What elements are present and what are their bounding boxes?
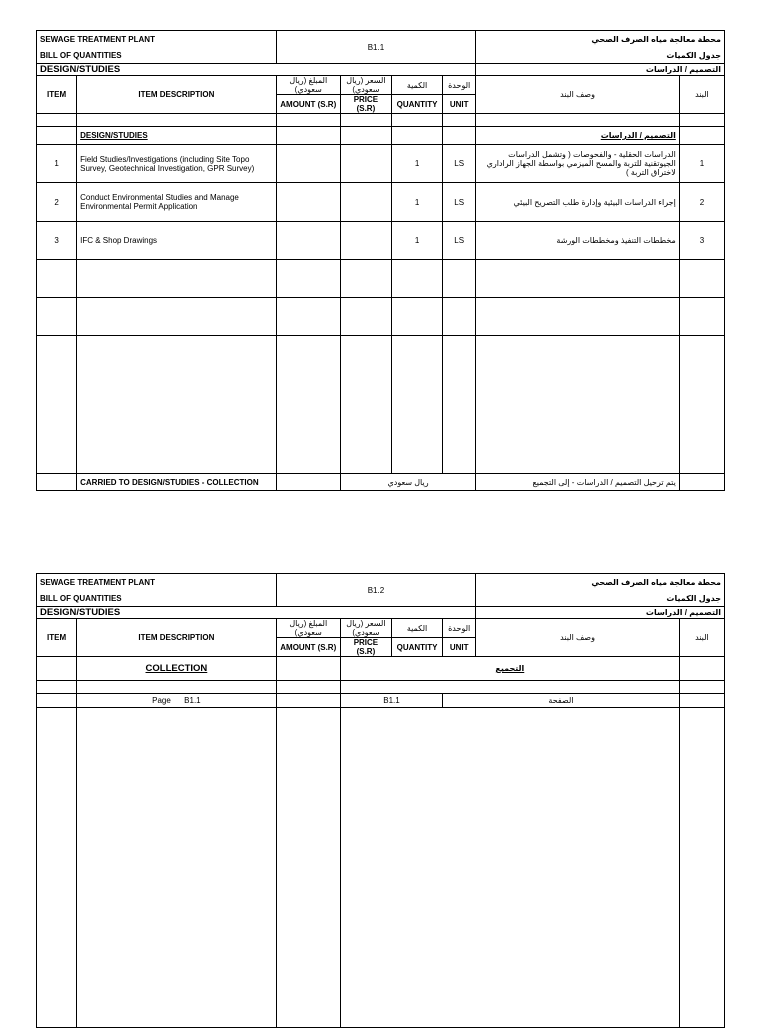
item-number-ar: 2 <box>679 183 724 222</box>
empty-row <box>37 260 725 298</box>
col-item-ar: البند <box>679 76 724 114</box>
col-amount-ar: المبلغ (ريال سعودي) <box>276 76 340 95</box>
amount-cell <box>276 222 340 260</box>
document-title: BILL OF QUANTITIES <box>37 591 277 607</box>
item-description: IFC & Shop Drawings <box>77 222 277 260</box>
page-reference: B1.2 <box>276 574 476 607</box>
section-title-ar: التصميم / الدراسات <box>476 64 725 76</box>
item-number-ar: 1 <box>679 145 724 183</box>
col-unit: UNIT <box>443 95 476 114</box>
collection-page-row <box>37 694 725 708</box>
col-item-description: ITEM DESCRIPTION <box>77 619 277 657</box>
col-unit: UNIT <box>443 638 476 657</box>
empty-row <box>37 298 725 336</box>
col-unit-ar: الوحدة <box>443 619 476 638</box>
collection-heading: COLLECTION <box>77 657 277 681</box>
col-item-description: ITEM DESCRIPTION <box>77 76 277 114</box>
amount-cell <box>276 183 340 222</box>
project-title-ar: محطة معالجة مياه الصرف الصحي <box>476 574 725 591</box>
col-unit-ar: الوحدة <box>443 76 476 95</box>
item-number: 3 <box>37 222 77 260</box>
col-amount: AMOUNT (S.R) <box>276 95 340 114</box>
table-row <box>37 222 725 260</box>
carried-to-label: CARRIED TO DESIGN/STUDIES - COLLECTION <box>77 474 277 491</box>
project-title: SEWAGE TREATMENT PLANT <box>37 574 277 591</box>
page-entry <box>77 694 277 708</box>
table-row <box>37 183 725 222</box>
collection-heading-ar: التجميع <box>340 657 679 681</box>
price-cell <box>340 183 391 222</box>
col-description-ar: وصف البند <box>476 76 680 114</box>
unit-cell: LS <box>443 145 476 183</box>
col-price: PRICE (S.R) <box>340 638 391 657</box>
unit-cell: LS <box>443 183 476 222</box>
item-description-ar: الدراسات الحقلية - والفحوصات ( وتشمل الدراسات الجيوتقنية للتربة والمسح الميزمي بواسطة الجهاز الراداري لاختراق التربة ) <box>476 145 680 183</box>
col-quantity: QUANTITY <box>391 638 442 657</box>
empty-row <box>37 336 725 474</box>
item-description-ar: إجراء الدراسات البيئية وإدارة طلب التصريح البيئي <box>476 183 680 222</box>
col-quantity-ar: الكمية <box>391 76 442 95</box>
item-number: 2 <box>37 183 77 222</box>
item-number: 1 <box>37 145 77 183</box>
boq-sheet-b1-1 <box>36 30 725 491</box>
page-label: Page <box>152 696 171 705</box>
project-title-ar: محطة معالجة مياه الصرف الصحي <box>476 31 725 48</box>
item-description: Conduct Environmental Studies and Manage Environmental Permit Application <box>77 183 277 222</box>
page-value: B1.1 <box>184 696 201 705</box>
page-label-ar: الصفحة <box>443 694 680 708</box>
section-title: DESIGN/STUDIES <box>37 64 476 76</box>
group-heading: DESIGN/STUDIES <box>77 127 277 145</box>
boq-sheet-b1-2 <box>36 573 725 1028</box>
item-description-ar: مخططات التنفيذ ومخططات الورشة <box>476 222 680 260</box>
col-quantity-ar: الكمية <box>391 619 442 638</box>
col-price: PRICE (S.R) <box>340 95 391 114</box>
col-price-ar: السعر (ريال سعودي) <box>340 619 391 638</box>
unit-cell: LS <box>443 222 476 260</box>
spacer-row <box>37 114 725 127</box>
carried-to-label-ar: يتم ترحيل التصميم / الدراسات - إلى التجميع <box>476 474 680 491</box>
col-item: ITEM <box>37 619 77 657</box>
empty-row <box>37 708 725 1028</box>
carried-forward-row <box>37 474 725 491</box>
item-description: Field Studies/Investigations (including Site Topo Survey, Geotechnical Investigation, GPR Survey) <box>77 145 277 183</box>
quantity-cell: 1 <box>391 222 442 260</box>
price-cell <box>340 222 391 260</box>
group-heading-ar: التصميم / الدراسات <box>476 127 680 145</box>
quantity-cell: 1 <box>391 145 442 183</box>
section-title: DESIGN/STUDIES <box>37 607 476 619</box>
page-reference: B1.1 <box>276 31 476 64</box>
col-item: ITEM <box>37 76 77 114</box>
page-ref-mid: B1.1 <box>340 694 442 708</box>
col-amount: AMOUNT (S.R) <box>276 638 340 657</box>
col-quantity: QUANTITY <box>391 95 442 114</box>
col-item-ar: البند <box>679 619 724 657</box>
document-title: BILL OF QUANTITIES <box>37 48 277 64</box>
col-price-ar: السعر (ريال سعودي) <box>340 76 391 95</box>
amount-cell <box>276 145 340 183</box>
document-title-ar: جدول الكميات <box>476 591 725 607</box>
group-heading-row <box>37 127 725 145</box>
currency-label-ar: ريال سعودي <box>340 474 475 491</box>
section-title-ar: التصميم / الدراسات <box>476 607 725 619</box>
spacer-row <box>37 681 725 694</box>
collection-heading-row <box>37 657 725 681</box>
item-number-ar: 3 <box>679 222 724 260</box>
project-title: SEWAGE TREATMENT PLANT <box>37 31 277 48</box>
price-cell <box>340 145 391 183</box>
col-amount-ar: المبلغ (ريال سعودي) <box>276 619 340 638</box>
col-description-ar: وصف البند <box>476 619 680 657</box>
quantity-cell: 1 <box>391 183 442 222</box>
document-title-ar: جدول الكميات <box>476 48 725 64</box>
table-row <box>37 145 725 183</box>
